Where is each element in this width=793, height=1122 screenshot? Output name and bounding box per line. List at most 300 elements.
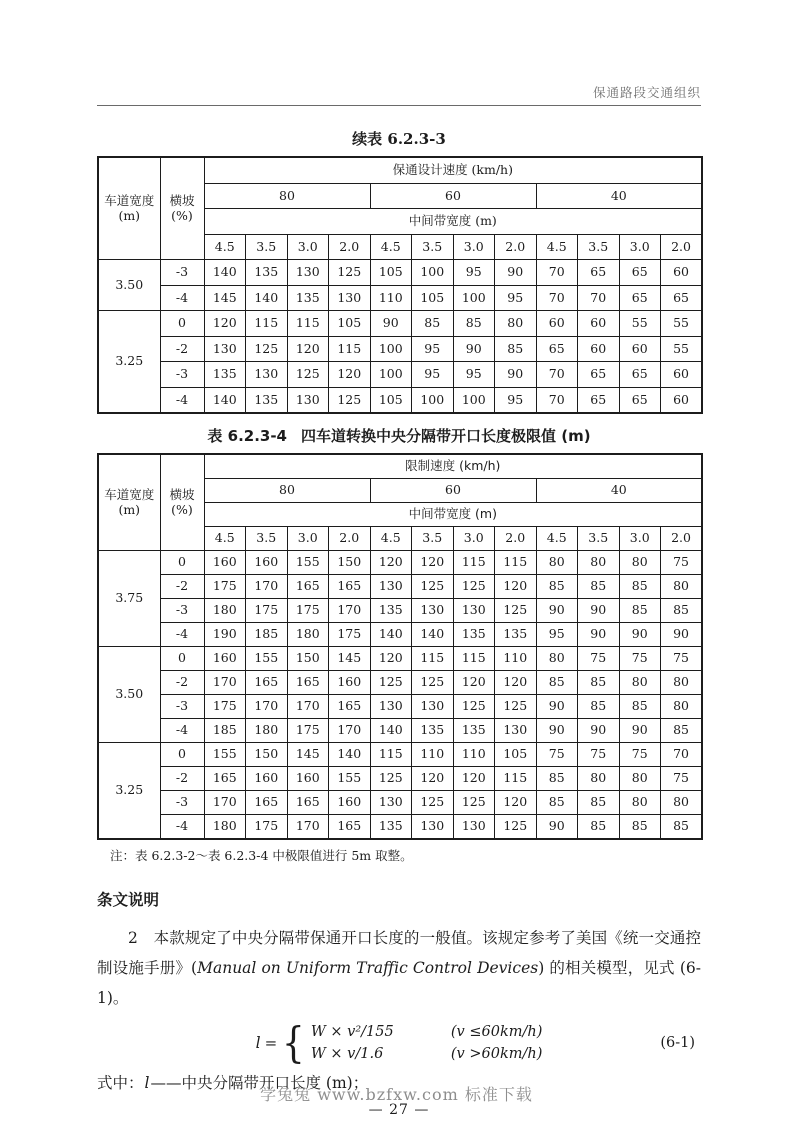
- cross-slope-cell: -2: [160, 767, 204, 791]
- limit-value-cell: 55: [661, 336, 703, 362]
- page-number: — 27 —: [368, 1102, 430, 1119]
- cross-slope-cell: -4: [160, 815, 204, 840]
- limit-value-cell: 105: [370, 260, 412, 286]
- limit-value-cell: 125: [412, 671, 454, 695]
- limit-value-cell: 110: [412, 743, 454, 767]
- formula-brace: {: [282, 1017, 305, 1067]
- limit-value-cell: 75: [661, 647, 703, 671]
- limit-value-cell: 135: [370, 599, 412, 623]
- table-row: [98, 695, 702, 719]
- median-width-value-header: 3.0: [453, 234, 495, 260]
- cross-slope-header-line: 横坡: [169, 193, 195, 209]
- limit-value-cell: 125: [412, 575, 454, 599]
- limit-value-cell: 80: [578, 551, 620, 575]
- limit-value-cell: 70: [536, 260, 578, 286]
- limit-value-cell: 95: [412, 336, 454, 362]
- limit-value-cell: 90: [536, 695, 578, 719]
- limit-value-cell: 130: [412, 815, 454, 840]
- limit-value-cell: 125: [370, 671, 412, 695]
- limit-value-cell: 85: [453, 311, 495, 337]
- limit-value-cell: 70: [536, 387, 578, 413]
- limit-value-cell: 150: [329, 551, 371, 575]
- cross-slope-header-line: (%): [171, 207, 193, 223]
- limit-value-cell: 155: [246, 647, 288, 671]
- formula-equals: =: [264, 1033, 278, 1052]
- limit-value-cell: 190: [204, 623, 246, 647]
- limit-value-cell: 140: [370, 719, 412, 743]
- limit-value-cell: 125: [495, 815, 537, 840]
- median-width-value-header: 4.5: [204, 527, 246, 551]
- cross-slope-cell: 0: [160, 647, 204, 671]
- limit-value-cell: 60: [578, 311, 620, 337]
- limit-value-cell: 90: [578, 719, 620, 743]
- median-width-value-header: 3.0: [287, 527, 329, 551]
- limit-value-cell: 105: [370, 387, 412, 413]
- limit-value-cell: 65: [536, 336, 578, 362]
- lane-width-header: [98, 454, 160, 551]
- table-row: [98, 647, 702, 671]
- table-row: [98, 815, 702, 840]
- limit-value-cell: 120: [204, 311, 246, 337]
- median-width-value-header: 3.5: [246, 527, 288, 551]
- median-width-header: 中间带宽度 (m): [204, 209, 702, 235]
- limit-value-cell: 135: [370, 815, 412, 840]
- limit-value-cell: 70: [536, 285, 578, 311]
- watermark: 学兔兔 www.bzfxw.com 标准下载: [260, 1085, 533, 1104]
- limit-value-cell: 125: [287, 362, 329, 388]
- speed-header: 限制速度 (km/h): [204, 454, 702, 479]
- limit-value-cell: 90: [453, 336, 495, 362]
- limit-value-cell: 130: [495, 719, 537, 743]
- limit-value-cell: 80: [578, 767, 620, 791]
- limit-value-cell: 135: [453, 719, 495, 743]
- limit-value-cell: 160: [204, 647, 246, 671]
- limit-value-cell: 130: [453, 815, 495, 840]
- table-row: [98, 260, 702, 286]
- limit-value-cell: 60: [661, 387, 703, 413]
- limit-value-cell: 115: [495, 767, 537, 791]
- limit-value-cell: 85: [495, 336, 537, 362]
- lane-width-header-line: 车道宽度: [104, 487, 155, 503]
- limit-value-cell: 85: [661, 815, 703, 840]
- equation-number: (6-1): [660, 1034, 695, 1051]
- limit-value-cell: 80: [536, 647, 578, 671]
- median-width-value-header: 2.0: [495, 234, 537, 260]
- limit-value-cell: 125: [412, 791, 454, 815]
- limit-value-cell: 125: [453, 575, 495, 599]
- cross-slope-header-line: (%): [171, 501, 193, 517]
- limit-value-cell: 160: [246, 551, 288, 575]
- limit-value-cell: 180: [204, 599, 246, 623]
- cross-slope-cell: -3: [160, 599, 204, 623]
- paragraph-text-1: 2 本款规定了中央分隔带保通开口长度的一般值。该规定参考了美国《统一交通控制设施手册》(: [97, 929, 701, 978]
- table2-caption: 四车道转换中央分隔带开口长度极限值 (m): [301, 427, 591, 445]
- limit-value-cell: 170: [287, 815, 329, 840]
- median-width-value-header: 4.5: [370, 527, 412, 551]
- limit-value-cell: 105: [412, 285, 454, 311]
- limit-value-cell: 105: [495, 743, 537, 767]
- limit-value-cell: 110: [370, 285, 412, 311]
- limit-value-cell: 140: [412, 623, 454, 647]
- median-width-header: 中间带宽度 (m): [204, 503, 702, 527]
- limit-value-cell: 100: [370, 362, 412, 388]
- table2-title: [97, 425, 701, 446]
- limit-value-cell: 90: [578, 623, 620, 647]
- limit-value-cell: 165: [287, 791, 329, 815]
- limit-value-cell: 125: [453, 791, 495, 815]
- median-width-value-header: 2.0: [495, 527, 537, 551]
- table-row: [98, 362, 702, 388]
- limit-value-cell: 85: [661, 719, 703, 743]
- limit-value-cell: 65: [661, 285, 703, 311]
- limit-value-cell: 140: [329, 743, 371, 767]
- limit-value-cell: 65: [619, 387, 661, 413]
- limit-value-cell: 95: [495, 285, 537, 311]
- table-head: [98, 454, 702, 551]
- median-width-value-header: 3.0: [453, 527, 495, 551]
- limit-value-cell: 60: [619, 336, 661, 362]
- limit-value-cell: 85: [619, 599, 661, 623]
- median-width-value-header: 3.5: [578, 234, 620, 260]
- limit-value-cell: 130: [370, 791, 412, 815]
- limit-value-cell: 160: [329, 671, 371, 695]
- limit-value-cell: 120: [370, 551, 412, 575]
- limit-value-cell: 95: [495, 387, 537, 413]
- lane-width-header-line: (m): [118, 207, 141, 223]
- median-width-value-header: 3.5: [412, 234, 454, 260]
- median-width-value-header: 4.5: [536, 527, 578, 551]
- limit-value-cell: 90: [578, 599, 620, 623]
- table-note: 注：表 6.2.3-2～表 6.2.3-4 中极限值进行 5m 取整。: [110, 848, 413, 863]
- limit-value-cell: 150: [287, 647, 329, 671]
- limit-value-cell: 165: [246, 791, 288, 815]
- formula-expression-1: W × v²/155: [310, 1023, 394, 1040]
- cross-slope-cell: -4: [160, 387, 204, 413]
- limit-value-cell: 135: [246, 260, 288, 286]
- limit-value-cell: 125: [495, 695, 537, 719]
- limit-value-cell: 110: [495, 647, 537, 671]
- limit-value-cell: 60: [578, 336, 620, 362]
- limit-value-cell: 80: [661, 575, 703, 599]
- limit-value-cell: 175: [246, 815, 288, 840]
- limit-value-cell: 120: [495, 791, 537, 815]
- limit-value-cell: 70: [536, 362, 578, 388]
- limit-value-cell: 90: [536, 599, 578, 623]
- limit-value-cell: 85: [536, 671, 578, 695]
- limit-value-cell: 185: [204, 719, 246, 743]
- table1-title: 续表 6.2.3-3: [352, 130, 446, 148]
- limit-value-cell: 65: [578, 387, 620, 413]
- limit-value-cell: 160: [204, 551, 246, 575]
- table-row: [98, 719, 702, 743]
- limit-value-cell: 175: [287, 599, 329, 623]
- cross-slope-cell: -2: [160, 671, 204, 695]
- limit-value-cell: 140: [370, 623, 412, 647]
- table-row: [98, 311, 702, 337]
- limit-value-cell: 90: [536, 719, 578, 743]
- table-row: [98, 575, 702, 599]
- limit-value-cell: 75: [661, 551, 703, 575]
- limit-value-cell: 85: [536, 575, 578, 599]
- limit-value-cell: 165: [204, 767, 246, 791]
- limit-value-cell: 135: [453, 623, 495, 647]
- limit-value-cell: 160: [329, 791, 371, 815]
- limit-value-cell: 85: [619, 815, 661, 840]
- limit-value-cell: 95: [453, 260, 495, 286]
- limit-value-cell: 165: [246, 671, 288, 695]
- limit-value-cell: 180: [287, 623, 329, 647]
- limit-value-cell: 125: [370, 767, 412, 791]
- cross-slope-cell: -3: [160, 362, 204, 388]
- commentary-paragraph: [97, 923, 701, 1014]
- limit-value-cell: 120: [412, 767, 454, 791]
- limit-value-cell: 90: [495, 260, 537, 286]
- where-text: ——中央分隔带开口长度 (m)；: [150, 1073, 369, 1092]
- limit-value-cell: 75: [578, 647, 620, 671]
- limit-value-cell: 60: [536, 311, 578, 337]
- speed-value-header: 80: [204, 183, 370, 209]
- limit-value-cell: 95: [536, 623, 578, 647]
- median-width-value-header: 3.0: [619, 527, 661, 551]
- limit-value-cell: 125: [329, 387, 371, 413]
- limit-value-cell: 130: [412, 695, 454, 719]
- limit-value-cell: 90: [661, 623, 703, 647]
- limit-value-cell: 70: [578, 285, 620, 311]
- limit-value-cell: 130: [370, 575, 412, 599]
- limit-value-cell: 65: [578, 260, 620, 286]
- speed-value-header: 60: [370, 183, 536, 209]
- limit-value-cell: 105: [329, 311, 371, 337]
- limit-value-cell: 120: [287, 336, 329, 362]
- table-row: [98, 599, 702, 623]
- cross-slope-cell: -4: [160, 623, 204, 647]
- limit-value-cell: 185: [246, 623, 288, 647]
- table-row: [98, 336, 702, 362]
- formula-case-2: [311, 1046, 542, 1062]
- limit-value-cell: 80: [536, 551, 578, 575]
- limit-value-cell: 115: [412, 647, 454, 671]
- limit-value-cell: 85: [578, 671, 620, 695]
- limit-value-cell: 120: [453, 767, 495, 791]
- limit-value-cell: 150: [246, 743, 288, 767]
- limit-value-cell: 85: [536, 791, 578, 815]
- paragraph-english-italic: Manual on Uniform Traffic Control Devices: [197, 959, 539, 978]
- limit-value-cell: 85: [619, 695, 661, 719]
- limit-value-cell: 65: [619, 362, 661, 388]
- limit-value-cell: 155: [204, 743, 246, 767]
- table2-number: 表 6.2.3-4: [207, 427, 287, 445]
- limit-value-cell: 110: [453, 743, 495, 767]
- limit-value-cell: 100: [453, 285, 495, 311]
- lane-width-cell: 3.75: [98, 551, 160, 647]
- limit-value-cell: 80: [661, 791, 703, 815]
- limit-value-cell: 90: [619, 719, 661, 743]
- limit-value-cell: 130: [246, 362, 288, 388]
- formula-lhs: l: [255, 1033, 261, 1052]
- limit-value-cell: 90: [495, 362, 537, 388]
- limit-value-cell: 130: [287, 387, 329, 413]
- limit-value-cell: 115: [453, 551, 495, 575]
- limit-value-cell: 85: [578, 695, 620, 719]
- table2: [97, 453, 703, 840]
- cross-slope-cell: 0: [160, 311, 204, 337]
- limit-value-cell: 75: [536, 743, 578, 767]
- table-row: [98, 743, 702, 767]
- limit-value-cell: 135: [287, 285, 329, 311]
- limit-value-cell: 85: [661, 599, 703, 623]
- limit-value-cell: 75: [619, 647, 661, 671]
- limit-value-cell: 85: [578, 791, 620, 815]
- table-row: [98, 623, 702, 647]
- formula: [97, 1017, 701, 1069]
- cross-slope-cell: -2: [160, 575, 204, 599]
- limit-value-cell: 115: [329, 336, 371, 362]
- speed-value-header: 40: [536, 183, 702, 209]
- table-row: [98, 551, 702, 575]
- limit-value-cell: 80: [619, 767, 661, 791]
- limit-value-cell: 75: [619, 743, 661, 767]
- limit-value-cell: 75: [661, 767, 703, 791]
- speed-value-header: 40: [536, 479, 702, 503]
- commentary-heading: 条文说明: [97, 891, 160, 909]
- limit-value-cell: 85: [412, 311, 454, 337]
- limit-value-cell: 120: [453, 671, 495, 695]
- cross-slope-cell: 0: [160, 743, 204, 767]
- lane-width-header: [98, 157, 160, 260]
- limit-value-cell: 180: [246, 719, 288, 743]
- limit-value-cell: 145: [329, 647, 371, 671]
- median-width-value-header: 2.0: [661, 527, 703, 551]
- limit-value-cell: 60: [661, 362, 703, 388]
- limit-value-cell: 140: [204, 260, 246, 286]
- median-width-value-header: 3.0: [619, 234, 661, 260]
- table1: [97, 156, 703, 414]
- limit-value-cell: 170: [246, 575, 288, 599]
- cross-slope-cell: -3: [160, 260, 204, 286]
- limit-value-cell: 175: [204, 695, 246, 719]
- limit-value-cell: 155: [329, 767, 371, 791]
- cross-slope-cell: -2: [160, 336, 204, 362]
- limit-value-cell: 135: [412, 719, 454, 743]
- limit-value-cell: 70: [661, 743, 703, 767]
- limit-value-cell: 55: [661, 311, 703, 337]
- limit-value-cell: 125: [495, 599, 537, 623]
- limit-value-cell: 175: [204, 575, 246, 599]
- limit-value-cell: 170: [287, 695, 329, 719]
- table-body: [98, 260, 702, 414]
- limit-value-cell: 125: [329, 260, 371, 286]
- limit-value-cell: 85: [619, 575, 661, 599]
- cross-slope-header-line: 横坡: [169, 487, 195, 503]
- speed-value-header: 60: [370, 479, 536, 503]
- formula-expression-2: W × v/1.6: [310, 1045, 384, 1062]
- limit-value-cell: 135: [495, 623, 537, 647]
- limit-value-cell: 100: [370, 336, 412, 362]
- limit-value-cell: 85: [536, 767, 578, 791]
- lane-width-cell: 3.25: [98, 311, 160, 414]
- median-width-value-header: 3.5: [412, 527, 454, 551]
- limit-value-cell: 165: [287, 671, 329, 695]
- limit-value-cell: 85: [578, 575, 620, 599]
- formula-case-1: [311, 1024, 542, 1040]
- median-width-value-header: 2.0: [329, 234, 371, 260]
- limit-value-cell: 125: [453, 695, 495, 719]
- cross-slope-cell: -3: [160, 791, 204, 815]
- limit-value-cell: 120: [412, 551, 454, 575]
- limit-value-cell: 145: [287, 743, 329, 767]
- limit-value-cell: 165: [287, 575, 329, 599]
- table-header-row: [98, 157, 702, 183]
- limit-value-cell: 130: [204, 336, 246, 362]
- where-symbol: l: [144, 1073, 150, 1092]
- median-width-value-header: 4.5: [536, 234, 578, 260]
- limit-value-cell: 80: [619, 791, 661, 815]
- limit-value-cell: 100: [453, 387, 495, 413]
- median-width-value-header: 4.5: [204, 234, 246, 260]
- limit-value-cell: 120: [370, 647, 412, 671]
- limit-value-cell: 135: [246, 387, 288, 413]
- limit-value-cell: 115: [453, 647, 495, 671]
- table-head: [98, 157, 702, 260]
- limit-value-cell: 90: [619, 623, 661, 647]
- limit-value-cell: 165: [329, 695, 371, 719]
- limit-value-cell: 165: [329, 815, 371, 840]
- limit-value-cell: 175: [287, 719, 329, 743]
- limit-value-cell: 95: [453, 362, 495, 388]
- limit-value-cell: 80: [495, 311, 537, 337]
- table-row: [98, 671, 702, 695]
- lane-width-cell: 3.50: [98, 647, 160, 743]
- limit-value-cell: 100: [412, 387, 454, 413]
- limit-value-cell: 80: [619, 551, 661, 575]
- median-width-value-header: 3.5: [578, 527, 620, 551]
- limit-value-cell: 180: [204, 815, 246, 840]
- limit-value-cell: 120: [495, 671, 537, 695]
- formula-condition-2: (v >60km/h): [450, 1045, 543, 1062]
- limit-value-cell: 140: [204, 387, 246, 413]
- median-width-value-header: 2.0: [661, 234, 703, 260]
- limit-value-cell: 115: [287, 311, 329, 337]
- limit-value-cell: 95: [412, 362, 454, 388]
- limit-value-cell: 170: [246, 695, 288, 719]
- limit-value-cell: 175: [329, 623, 371, 647]
- limit-value-cell: 60: [661, 260, 703, 286]
- median-width-value-header: 3.0: [287, 234, 329, 260]
- table-row: [98, 767, 702, 791]
- cross-slope-header: [160, 157, 204, 260]
- cross-slope-cell: -4: [160, 285, 204, 311]
- cross-slope-cell: 0: [160, 551, 204, 575]
- cross-slope-cell: -3: [160, 695, 204, 719]
- limit-value-cell: 90: [536, 815, 578, 840]
- median-width-value-header: 2.0: [329, 527, 371, 551]
- limit-value-cell: 160: [246, 767, 288, 791]
- table-header-row: [98, 454, 702, 479]
- header-rule: [97, 105, 701, 106]
- lane-width-header-line: 车道宽度: [104, 193, 155, 209]
- limit-value-cell: 55: [619, 311, 661, 337]
- speed-value-header: 80: [204, 479, 370, 503]
- formula-condition-1: (v ≤60km/h): [450, 1023, 543, 1040]
- limit-value-cell: 80: [661, 671, 703, 695]
- limit-value-cell: 140: [246, 285, 288, 311]
- paragraph-text-2: ) 的相关模型，见式 (6-1)。: [97, 959, 701, 1008]
- limit-value-cell: 170: [204, 671, 246, 695]
- limit-value-cell: 65: [578, 362, 620, 388]
- median-width-value-header: 3.5: [246, 234, 288, 260]
- limit-value-cell: 90: [370, 311, 412, 337]
- table-row: [98, 387, 702, 413]
